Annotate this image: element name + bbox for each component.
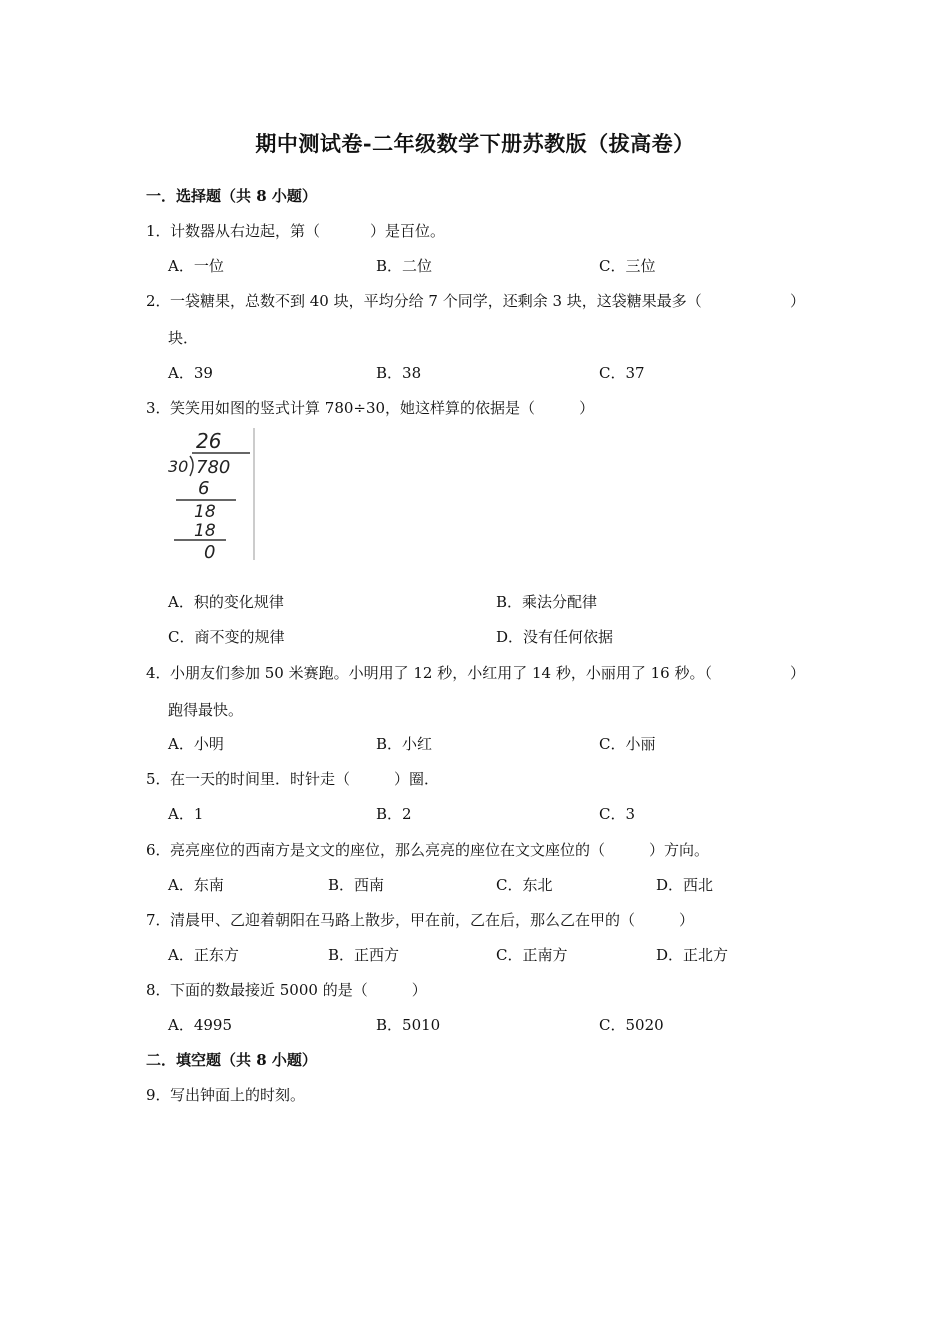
question-text-end: ） — [579, 399, 595, 417]
question-text-end: ） — [411, 981, 427, 999]
question-6 — [146, 839, 709, 860]
option-b[interactable]: B．38 — [376, 364, 422, 382]
question-number: 9． — [146, 1086, 171, 1104]
question-4 — [146, 662, 712, 683]
page-title: 期中测试卷-二年级数学下册苏教版（拔高卷） — [255, 131, 695, 156]
option-b[interactable]: B．乘法分配律 — [496, 593, 598, 611]
figure-divisor: 30 — [168, 457, 189, 476]
question-text: 下面的数最接近 5000 的是（ — [170, 981, 368, 999]
question-text: 计数器从右边起，第（ — [170, 222, 321, 240]
option-b[interactable]: B．二位 — [376, 257, 433, 275]
question-number: 2． — [146, 292, 171, 310]
question-continuation: 跑得最快。 — [168, 701, 244, 719]
question-9 — [146, 1084, 305, 1105]
question-text: 一袋糖果，总数不到 40 块，平均分给 7 个同学，还剩余 3 块，这袋糖果最多（ — [170, 292, 702, 310]
question-text-end: ）方向。 — [649, 841, 710, 859]
question-paren-close: ） — [790, 664, 806, 682]
option-d[interactable]: D．西北 — [656, 876, 714, 894]
question-number: 4． — [146, 664, 171, 682]
question-continuation: 块． — [168, 329, 199, 347]
question-7 — [146, 909, 694, 930]
question-text: 写出钟面上的时刻。 — [170, 1086, 306, 1104]
question-text-end: ） — [679, 911, 695, 929]
section-heading-choice: 一．选择题（共 8 小题） — [146, 187, 317, 205]
question-text: 亮亮座位的西南方是文文的座位，那么亮亮的座位在文文座位的（ — [170, 841, 606, 859]
figure-step1: 6 — [198, 478, 210, 499]
question-1 — [146, 220, 445, 241]
option-a[interactable]: A．积的变化规律 — [168, 593, 284, 611]
figure-quotient: 26 — [196, 429, 222, 453]
option-d[interactable]: D．没有任何依据 — [496, 628, 614, 646]
question-text-end: ）是百位。 — [370, 222, 446, 240]
option-c[interactable]: C．商不变的规律 — [168, 628, 285, 646]
option-a[interactable]: A．东南 — [168, 876, 224, 894]
figure-step2: 18 — [194, 502, 216, 522]
option-c[interactable]: C．三位 — [599, 257, 656, 275]
option-b[interactable]: B．小红 — [376, 735, 433, 753]
question-3 — [146, 397, 594, 418]
option-a[interactable]: A．一位 — [168, 257, 224, 275]
question-number: 3． — [146, 399, 171, 417]
question-text: 小朋友们参加 50 米赛跑。小明用了 12 秒，小红用了 14 秒，小丽用了 16 秒。（ — [170, 664, 712, 682]
question-8 — [146, 979, 427, 1000]
option-b[interactable]: B．正西方 — [328, 946, 400, 964]
question-text: 笑笑用如图的竖式计算 780÷30，她这样算的依据是（ — [170, 399, 536, 417]
option-c[interactable]: C．小丽 — [599, 735, 656, 753]
question-number: 1． — [146, 222, 171, 240]
question-number: 8． — [146, 981, 171, 999]
figure-step3: 18 — [194, 521, 216, 541]
question-text-end: ）圈． — [394, 770, 440, 788]
option-a[interactable]: A．正东方 — [168, 946, 239, 964]
division-bracket — [190, 456, 193, 476]
option-b[interactable]: B．西南 — [328, 876, 385, 894]
option-b[interactable]: B．2 — [376, 805, 412, 823]
option-b[interactable]: B．5010 — [376, 1016, 441, 1034]
question-number: 7． — [146, 911, 171, 929]
figure-dividend: 780 — [196, 457, 231, 478]
section-heading-fill: 二．填空题（共 8 小题） — [146, 1051, 317, 1069]
question-text: 清晨甲、乙迎着朝阳在马路上散步，甲在前，乙在后，那么乙在甲的（ — [170, 911, 636, 929]
figure-remainder: 0 — [204, 542, 216, 562]
option-a[interactable]: A．1 — [168, 805, 204, 823]
option-c[interactable]: C．5020 — [599, 1016, 664, 1034]
question-number: 5． — [146, 770, 171, 788]
option-a[interactable]: A．4995 — [168, 1016, 233, 1034]
question-5 — [146, 768, 439, 789]
option-d[interactable]: D．正北方 — [656, 946, 729, 964]
question-number: 6． — [146, 841, 171, 859]
option-a[interactable]: A．小明 — [168, 735, 224, 753]
option-c[interactable]: C．东北 — [496, 876, 553, 894]
question-2 — [146, 290, 702, 311]
question-text: 在一天的时间里．时针走（ — [170, 770, 351, 788]
long-division-figure — [166, 426, 258, 562]
option-a[interactable]: A．39 — [168, 364, 213, 382]
option-c[interactable]: C．正南方 — [496, 946, 568, 964]
option-c[interactable]: C．3 — [599, 805, 636, 823]
option-c[interactable]: C．37 — [599, 364, 645, 382]
question-paren-close: ） — [790, 292, 806, 310]
